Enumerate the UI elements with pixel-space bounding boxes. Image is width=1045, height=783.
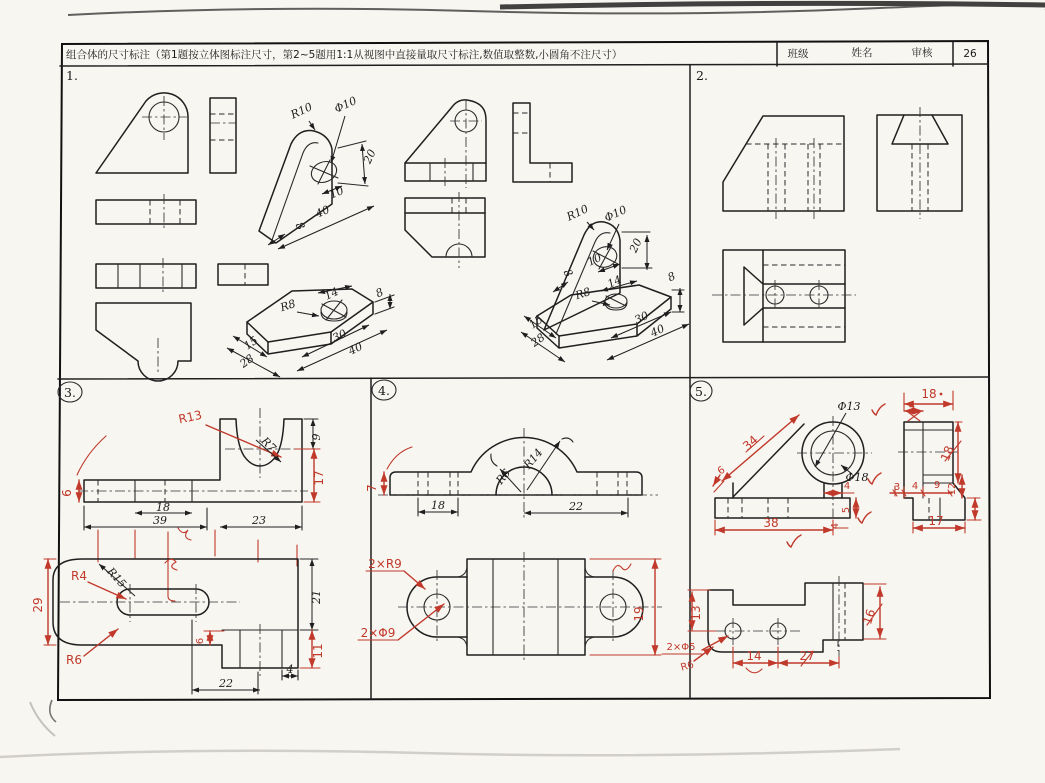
dim-p1a-dia10: Φ10: [332, 94, 359, 116]
dim-p5s-9: 9: [933, 480, 941, 491]
dim-p1a-40: 40: [313, 203, 332, 221]
dim-p1a-10: 10: [327, 184, 346, 202]
dim-p1c-28: 28: [528, 330, 548, 350]
dim-p1b-40: 40: [346, 339, 365, 358]
dim-p1b-14: 14: [322, 284, 341, 303]
dim-p1c-r8: R8: [573, 285, 593, 303]
dim-p3f-6: 6: [60, 489, 74, 497]
dim-p5f-phi18: Φ18: [845, 471, 869, 484]
dim-p1c-8: 8: [560, 266, 576, 280]
dim-p5f-38: 38: [763, 516, 779, 530]
dim-p3t-22: 22: [219, 677, 233, 690]
dim-p4b-2xphi9: 2×Φ9: [360, 626, 396, 640]
dim-p3f-r7: R7: [258, 434, 279, 455]
dim-p3f-r13: R13: [177, 407, 204, 427]
dim-p3t-r4: R4: [71, 569, 87, 583]
dim-p1c-14: 14: [605, 272, 624, 291]
dim-p3t-r15: R15: [104, 565, 129, 591]
page-number: 26: [963, 48, 977, 60]
dim-p5s-12: 12: [947, 482, 958, 496]
dim-p5f-5: 5: [841, 506, 852, 514]
dim-p1c-dia10: Φ10: [602, 203, 629, 225]
dim-p1b-15: 15: [241, 333, 261, 353]
dim-p5s-4b: 4: [911, 481, 919, 492]
problem1-label: 1.: [66, 68, 78, 83]
dim-p1b-8: 8: [373, 285, 386, 301]
dim-p3t-29: 29: [31, 597, 45, 613]
dim-p1a-8: 8: [292, 219, 308, 233]
dim-p5f-6: 6: [715, 464, 728, 478]
dim-p5b-2xphi5: 2×Φ5: [666, 642, 696, 653]
dim-p5s-18: 18: [921, 387, 937, 401]
dim-p5b-13: 13: [689, 605, 703, 621]
dim-p3f-9: 9: [310, 433, 323, 441]
dim-p5f-phi13: Φ13: [837, 400, 861, 413]
dim-p3t-4: 4: [286, 663, 294, 676]
dim-p5b-r6: R6: [679, 659, 696, 674]
dim-p3t-21: 21: [310, 590, 323, 604]
dim-p1c-30: 30: [632, 308, 651, 327]
sheet-title: 组合体的尺寸标注（第1题按立体图标注尺寸，第2~5题用1:1从视图中直接量取尺寸标注,数值取整数,小圆角不注尺寸）: [66, 49, 623, 61]
dim-p3f-39: 39: [153, 514, 167, 527]
dim-p4f-r6: R6: [493, 466, 514, 487]
problem5-label: 5.: [695, 384, 707, 399]
dim-p1c-8b: 8: [665, 269, 678, 285]
problem2-label: 2.: [696, 68, 708, 83]
dim-p5f-4b: 4: [830, 522, 841, 530]
class-label: 班级: [787, 48, 809, 60]
dim-p5b-27: 27: [799, 649, 815, 663]
dim-p1c-10: 10: [585, 250, 604, 269]
dim-p1c-15: 15: [526, 312, 546, 332]
dim-p1c-20: 20: [626, 236, 645, 255]
dim-p3f-18: 18: [156, 501, 170, 514]
name-label: 姓名: [851, 47, 873, 59]
problem3-label: 3.: [64, 385, 76, 400]
audit-label: 审核: [911, 47, 933, 59]
dim-p1b-r8: R8: [278, 297, 298, 315]
dim-p5f-34: 34: [740, 432, 761, 454]
dim-p1c-40: 40: [648, 321, 667, 340]
dim-p1a-20: 20: [360, 147, 379, 166]
dim-p5b-14: 14: [746, 649, 762, 663]
dim-p3f-23: 23: [252, 514, 266, 527]
dim-p5s-17: 17: [928, 514, 944, 528]
dim-p4b-2xr9: 2×R9: [368, 557, 402, 571]
dim-p5s-4: 4: [908, 401, 916, 412]
dim-p1c-r10: R10: [564, 202, 591, 224]
dim-p3f-17: 17: [312, 470, 326, 486]
dim-p3t-r6: R6: [66, 653, 82, 667]
dim-p5b-16: 16: [860, 607, 879, 627]
dim-p4f-22: 22: [569, 500, 583, 513]
dim-p5f-4: 4: [843, 481, 851, 492]
dim-p4f-18: 18: [431, 499, 445, 512]
dim-p4f-7: 7: [365, 484, 379, 492]
problem4-label: 4.: [378, 383, 390, 398]
dim-p4f-r14: R14: [521, 446, 546, 472]
dim-p1b-28: 28: [237, 351, 257, 371]
dim-p1a-r10: R10: [288, 100, 315, 122]
dim-p3t-6: 6: [195, 637, 206, 645]
dim-p1b-30: 30: [330, 326, 349, 345]
dim-p5s-18r: 18: [937, 443, 957, 464]
dim-p4b-19: 19: [632, 606, 646, 622]
dim-p3t-11: 11: [311, 643, 325, 659]
dim-p5s-3: 3: [893, 482, 901, 493]
